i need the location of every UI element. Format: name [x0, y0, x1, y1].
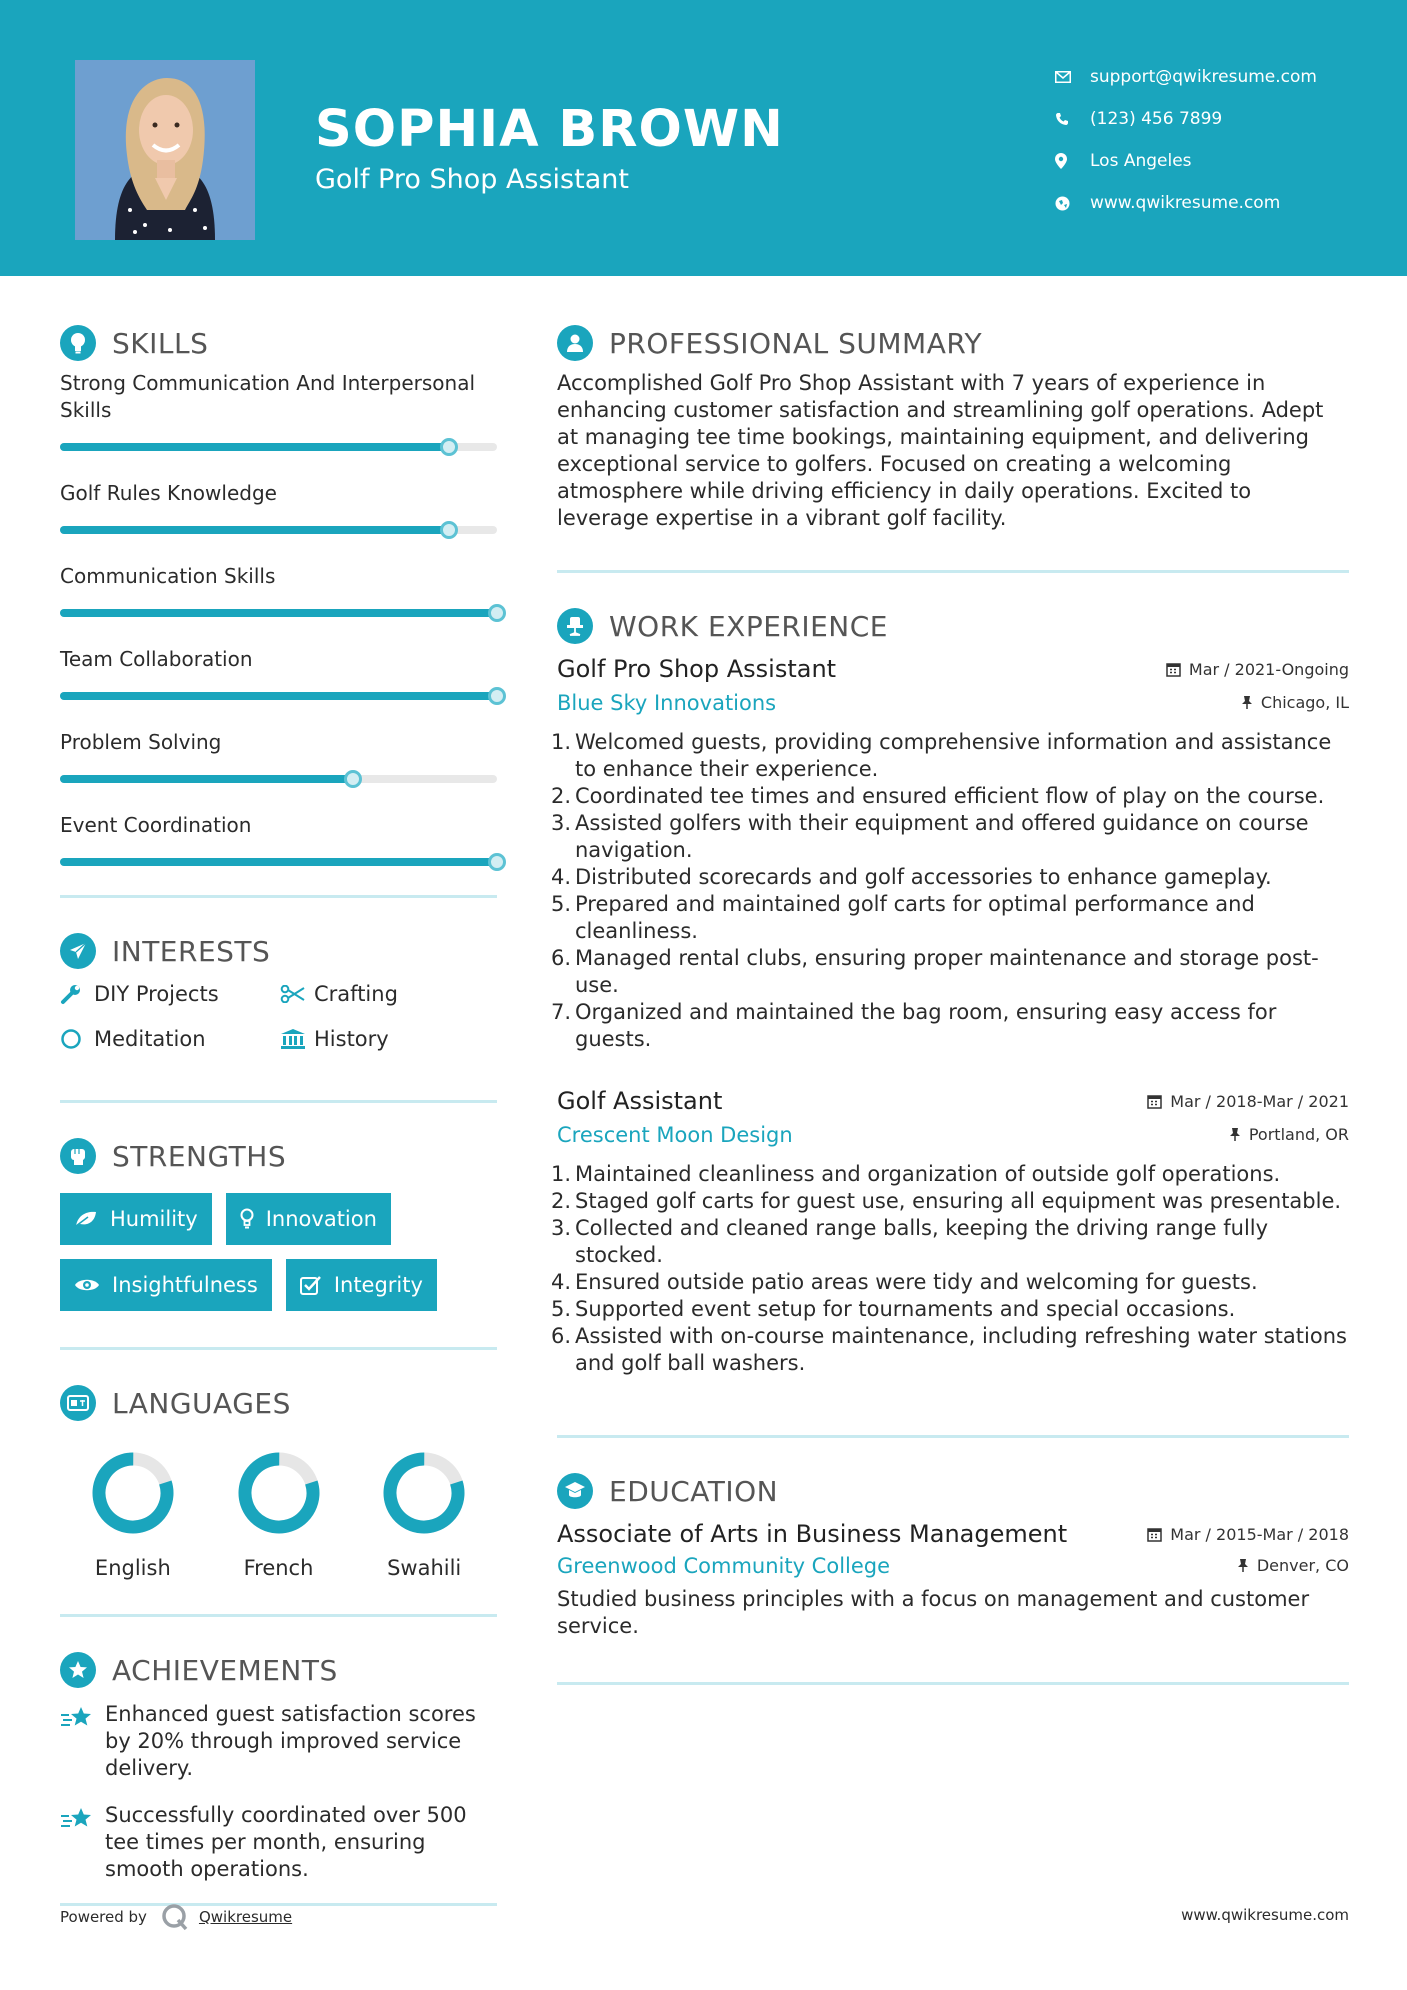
wrench-icon [60, 983, 94, 1005]
job-location-text: Portland, OR [1248, 1125, 1349, 1144]
experience-heading [557, 601, 1349, 651]
languages-list [60, 1450, 497, 1580]
job-duties [557, 1161, 1349, 1377]
pushpin-icon [1237, 1558, 1249, 1573]
skills-list [60, 370, 497, 866]
skill-name: Golf Rules Knowledge [60, 481, 277, 505]
candidate-name: SOPHIA BROWN [315, 100, 784, 159]
job-duty: Welcomed guests, providing comprehensive information and assistance to enhance their experience. [575, 730, 1332, 781]
job-dates [1147, 1092, 1349, 1111]
divider [60, 1614, 497, 1617]
job-duty: Distributed scorecards and golf accessories to enhance gameplay. [575, 865, 1272, 889]
skill-knob [488, 687, 506, 705]
calendar-icon [1147, 1094, 1162, 1109]
job-duty: Prepared and maintained golf carts for optimal performance and cleanliness. [575, 892, 1255, 943]
education-dates-text: Mar / 2015-Mar / 2018 [1170, 1525, 1349, 1544]
contact-phone[interactable] [1055, 98, 1385, 140]
skill-item [60, 729, 497, 783]
contact-email-text: support@qwikresume.com [1090, 67, 1317, 87]
education-head [557, 1520, 1349, 1548]
shooting-star-icon [60, 1701, 105, 1782]
job-duty: Assisted golfers with their equipment and offered guidance on course navigation. [575, 811, 1309, 862]
achievements-list [60, 1701, 497, 1883]
education-location [1237, 1556, 1349, 1575]
job-sub [557, 691, 1349, 715]
fist-icon [60, 1138, 96, 1174]
languages-title: LANGUAGES [112, 1386, 291, 1420]
language-item [206, 1450, 352, 1580]
job-head [557, 655, 1349, 683]
calendar-icon [1147, 1527, 1162, 1542]
skill-knob [344, 770, 362, 788]
summary-heading [557, 318, 1349, 368]
job-dates-text: Mar / 2018-Mar / 2021 [1170, 1092, 1349, 1111]
job-dates [1166, 660, 1349, 679]
circle-icon [60, 1028, 94, 1050]
job-location-text: Chicago, IL [1260, 693, 1349, 712]
right-column [557, 318, 1349, 1685]
language-label: Swahili [387, 1556, 462, 1580]
strength-tag [286, 1259, 437, 1311]
skill-name: Event Coordination [60, 813, 252, 837]
strengths-list [60, 1193, 497, 1311]
achievement-text: Enhanced guest satisfaction scores by 20% through improved service delivery. [105, 1702, 476, 1780]
job-location [1241, 693, 1349, 712]
education-dates [1147, 1525, 1349, 1544]
skill-item [60, 812, 497, 866]
contact-website[interactable] [1055, 182, 1385, 224]
language-item [60, 1450, 206, 1580]
divider [60, 1347, 497, 1350]
job-duty: Coordinated tee times and ensured efficient flow of play on the course. [575, 784, 1325, 808]
phone-icon [1055, 112, 1090, 126]
skill-knob [440, 438, 458, 456]
job-sub [557, 1123, 1349, 1147]
job-duty: Managed rental clubs, ensuring proper maintenance and storage post-use. [575, 946, 1319, 997]
job-duty: Organized and maintained the bag room, ensuring easy access for guests. [575, 1000, 1277, 1051]
divider [557, 1435, 1349, 1438]
education-degree: Associate of Arts in Business Management [557, 1520, 1068, 1548]
skill-fill [60, 858, 497, 866]
job-duty: Supported event setup for tournaments and special occasions. [575, 1297, 1236, 1321]
skill-name: Team Collaboration [60, 647, 253, 671]
interests-heading [60, 926, 497, 976]
skills-title: SKILLS [112, 326, 209, 360]
leaf-icon [74, 1210, 98, 1228]
strength-tag [226, 1193, 391, 1245]
skill-fill [60, 609, 497, 617]
skill-level-bar [60, 690, 497, 700]
interest-item [60, 980, 280, 1007]
footer-site[interactable]: www.qwikresume.com [1181, 1906, 1349, 1924]
job-duty: Maintained cleanliness and organization of outside golf operations. [575, 1162, 1281, 1186]
interest-item [60, 1025, 280, 1052]
skill-fill [60, 526, 449, 534]
profile-photo [75, 60, 255, 240]
strength-label: Innovation [265, 1207, 377, 1231]
briefcase-chair-icon [557, 608, 593, 644]
education-text: Studied business principles with a focus on management and customer service. [557, 1587, 1310, 1638]
skill-knob [440, 521, 458, 539]
globe-icon [1055, 196, 1090, 211]
contact-website-text: www.qwikresume.com [1090, 193, 1281, 213]
achievements-title: ACHIEVEMENTS [112, 1653, 338, 1687]
skill-level-bar [60, 607, 497, 617]
job-title: Golf Pro Shop Assistant [557, 655, 837, 683]
museum-icon [280, 1028, 314, 1050]
check-square-icon [300, 1275, 322, 1295]
skill-level-bar [60, 441, 497, 451]
left-column [60, 318, 497, 1906]
experience-title: WORK EXPERIENCE [609, 609, 888, 643]
paper-plane-icon [60, 933, 96, 969]
interests-title: INTERESTS [112, 934, 271, 968]
interests-list [60, 980, 497, 1052]
strengths-title: STRENGTHS [112, 1139, 287, 1173]
achievement-text: Successfully coordinated over 500 tee times per month, ensuring smooth operations. [105, 1803, 467, 1881]
powered-by-text: Powered by [60, 1908, 147, 1926]
job-title: Golf Assistant [557, 1087, 723, 1115]
lightbulb-icon [60, 325, 96, 361]
candidate-role: Golf Pro Shop Assistant [315, 164, 629, 195]
divider [60, 1100, 497, 1103]
interest-label: Crafting [314, 981, 398, 1006]
language-label: French [243, 1556, 314, 1580]
job-duty: Collected and cleaned range balls, keeping the driving range fully stocked. [575, 1216, 1269, 1267]
skill-item [60, 480, 497, 534]
skill-fill [60, 443, 449, 451]
summary-title: PROFESSIONAL SUMMARY [609, 326, 983, 360]
language-label: English [94, 1556, 171, 1580]
skill-fill [60, 692, 497, 700]
contact-phone-text: (123) 456 7899 [1090, 109, 1223, 129]
language-item [351, 1450, 497, 1580]
education-heading [557, 1466, 1349, 1516]
skill-item [60, 646, 497, 700]
job-company: Crescent Moon Design [557, 1123, 793, 1147]
job-entry [557, 655, 1349, 1053]
map-pin-icon [1055, 153, 1090, 169]
calendar-icon [1166, 662, 1181, 677]
language-donut [90, 1450, 176, 1536]
job-duty: Assisted with on-course maintenance, including refreshing water stations and golf ball washers. [575, 1324, 1347, 1375]
achievement-item [60, 1802, 497, 1883]
strength-label: Integrity [333, 1273, 423, 1297]
job-duty: Ensured outside patio areas were tidy and welcoming for guests. [575, 1270, 1258, 1294]
skill-name: Communication Skills [60, 564, 276, 588]
strengths-heading [60, 1131, 497, 1181]
job-head [557, 1087, 1349, 1115]
header-banner [0, 0, 1407, 276]
divider [60, 895, 497, 898]
strength-label: Humility [110, 1207, 198, 1231]
interest-label: History [314, 1026, 389, 1051]
interest-label: DIY Projects [94, 981, 219, 1006]
skill-level-bar [60, 773, 497, 783]
divider [557, 570, 1349, 573]
languages-heading [60, 1378, 497, 1428]
donut-fill [381, 1450, 467, 1536]
contact-location-text: Los Angeles [1090, 151, 1192, 171]
lightbulb-icon [240, 1208, 254, 1230]
interest-item [280, 1025, 497, 1052]
skill-level-bar [60, 524, 497, 534]
scissors-icon [280, 985, 314, 1003]
donut-fill [236, 1450, 322, 1536]
skill-name: Strong Communication And Interpersonal Skills [60, 371, 475, 422]
pushpin-icon [1241, 695, 1253, 710]
education-school: Greenwood Community College [557, 1554, 891, 1578]
skill-fill [60, 775, 353, 783]
job-entry [557, 1087, 1349, 1377]
skill-knob [488, 853, 506, 871]
skill-level-bar [60, 856, 497, 866]
language-donut [236, 1450, 322, 1536]
divider [557, 1682, 1349, 1685]
education-location-text: Denver, CO [1256, 1556, 1349, 1575]
donut-fill [90, 1450, 176, 1536]
interest-label: Meditation [94, 1026, 206, 1051]
jobs-list [557, 655, 1349, 1377]
job-duties [557, 729, 1349, 1053]
job-company: Blue Sky Innovations [557, 691, 777, 715]
achievements-heading [60, 1645, 497, 1695]
graduation-icon [557, 1473, 593, 1509]
contact-email[interactable] [1055, 56, 1385, 98]
skill-name: Problem Solving [60, 730, 222, 754]
education-title: EDUCATION [609, 1474, 779, 1508]
translate-icon [60, 1385, 96, 1421]
star-badge-icon [60, 1652, 96, 1688]
strength-label: Insightfulness [112, 1273, 258, 1297]
achievement-item [60, 1701, 497, 1782]
eye-icon [74, 1277, 100, 1293]
skill-item [60, 563, 497, 617]
skills-heading [60, 318, 497, 368]
qwikresume-logo-icon [161, 1903, 189, 1931]
skill-knob [488, 604, 506, 622]
job-duty: Staged golf carts for guest use, ensuring all equipment was presentable. [575, 1189, 1342, 1213]
interest-item [280, 980, 497, 1007]
skill-item [60, 370, 497, 451]
job-dates-text: Mar / 2021-Ongoing [1188, 660, 1349, 679]
shooting-star-icon [60, 1802, 105, 1883]
strength-tag [60, 1259, 272, 1311]
strength-tag [60, 1193, 212, 1245]
contact-location [1055, 140, 1385, 182]
user-icon [557, 325, 593, 361]
job-location [1229, 1125, 1349, 1144]
envelope-icon [1055, 71, 1090, 83]
education-sub [557, 1554, 1349, 1578]
language-donut [381, 1450, 467, 1536]
pushpin-icon [1229, 1127, 1241, 1142]
qwikresume-link[interactable]: Qwikresume [198, 1908, 293, 1926]
contact-list [1055, 56, 1385, 224]
summary-text: Accomplished Golf Pro Shop Assistant with 7 years of experience in enhancing customer satisfaction and streamlining golf operations. Adept at managing tee time bookings, maintaining equipment, and delivering exceptional service to golfers. Focused on creating a welcoming atmosphere while driving efficiency in daily operations. Excited to leverage expertise in a vibrant golf facility. [557, 371, 1324, 530]
footer-powered [60, 1903, 292, 1931]
